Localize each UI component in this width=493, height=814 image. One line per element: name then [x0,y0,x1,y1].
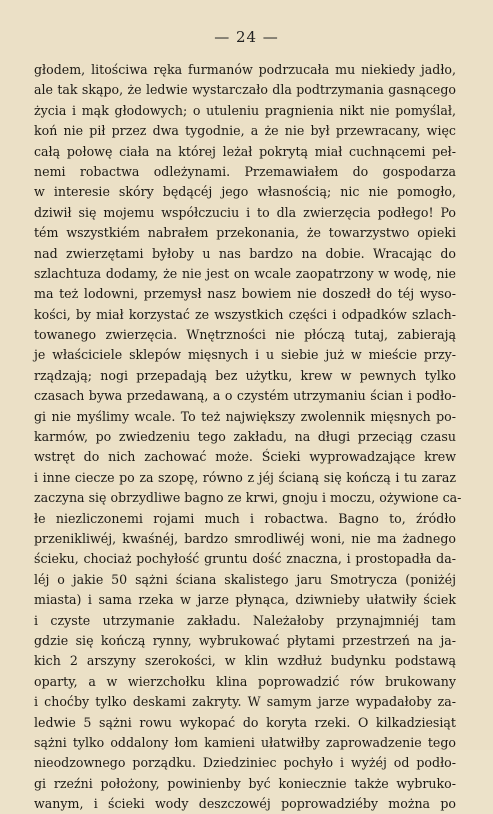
text-line: przenikliwéj, kwaśnéj, bardzo smrodliwéj woni, nie ma żadnego [34,530,456,546]
text-line: towanego zwierzęcia. Wnętrzności nie płóczą tutaj, zabierają [34,327,456,343]
text-line: nieodzownego porządku. Dziedziniec pochyło i wyżéj od podło- [34,755,456,771]
text-line: szlachtuza dodamy, że nie jest on wcale zaopatrzony w wodę, nie [34,265,456,281]
text-line: całą połowę ciała na której leżał pokrytą miał cuchnącemi peł- [34,143,456,159]
text-line: miasta) i sama rzeka w jarze płynąca, dziwnieby ułatwiły ściek [34,592,456,608]
text-line: nad zwierzętami byłoby u nas bardzo na dobie. Wracając do [34,245,456,261]
text-line: je właściciele sklepów mięsnych i u siebie już w mieście przy- [34,347,456,363]
text-line: ma też lodowni, przemysł nasz bowiem nie doszedł do téj wyso- [34,286,456,302]
text-line: kich 2 arszyny szerokości, w klin wzdłuż budynku podstawą [34,653,456,669]
text-line: gdzie się kończą rynny, wybrukować płytami przestrzeń na ja- [34,632,456,648]
text-line: rządzają; nogi przepadają bez użytku, krew w pewnych tylko [34,367,456,383]
text-line: oparty, a w wierzchołku klina poprowadzić rów brukowany [34,673,456,689]
text-line: tém wszystkiém nabrałem przekonania, że towarzystwo opieki [34,225,456,241]
text-line: zaczyna się obrzydliwe bagno ze krwi, gnoju i moczu, ożywione ca- [34,490,462,506]
text-line: i inne ciecze po za szopę, równo z jéj ścianą się kończą i tu zaraz [34,469,456,485]
text-line: wstręt do nich zachować może. Ścieki wyprowadzające krew [34,449,456,465]
text-line: gi rzeźni położony, powinienby być koniecznie także wybruko- [34,775,456,791]
text-line: karmów, po zwiedzeniu tego zakładu, na długi przeciąg czasu [34,429,456,445]
text-line: wanym, i ścieki wody deszczowéj poprowadziéby można po [34,796,456,812]
text-line: życia i mąk głodowych; o utuleniu pragnienia nikt nie pomyślał, [34,102,456,118]
text-line: kości, by miał korzystać ze wszystkich części i odpadków szlach- [34,306,456,322]
text-line: sążni tylko oddalony łom kamieni ułatwiłby zaprowadzenie tego [34,734,456,750]
text-line: w interesie skóry będącéj jego własnością; nic nie pomogło, [34,184,456,200]
text-line: ale tak skąpo, że ledwie wystarczało dla podtrzymania gasnącego [34,82,456,98]
text-line: ścieku, chociaż pochyłość gruntu dość znaczna, i prostopadła da- [34,551,456,567]
text-line: i choćby tylko deskami zakryty. W samym jarze wypadałoby za- [34,694,456,710]
text-line: dziwił się mojemu współczuciu i to dla zwierzęcia podłego! Po [34,204,456,220]
text-line: nemi robactwa odleżynami. Przemawiałem do gospodarza [34,163,456,179]
page-body-text [34,60,462,814]
text-line: łe niezliczonemi rojami much i robactwa. Bagno to, źródło [34,510,456,526]
text-line: głodem, litościwa ręka furmanów podrzucała mu niekiedy jadło, [34,62,456,77]
text-line: gi nie myślimy wcale. To też największy zwolennik mięsnych po- [34,408,456,424]
text-line: i czyste utrzymanie zakładu. Należałoby przynajmniéj tam [34,612,456,628]
page-number: — 24 — [214,28,279,46]
text-line: ledwie 5 sążni rowu wykopać do koryta rzeki. O kilkadziesiąt [34,714,456,730]
text-line: léj o jakie 50 sążni ściana skalistego jaru Smotrycza (poniżéj [34,571,456,587]
text-line: koń nie pił przez dwa tygodnie, a że nie był przewracany, więc [34,123,456,139]
text-line: czasach bywa przedawaną, a o czystém utrzymaniu ścian i podło- [34,388,456,404]
